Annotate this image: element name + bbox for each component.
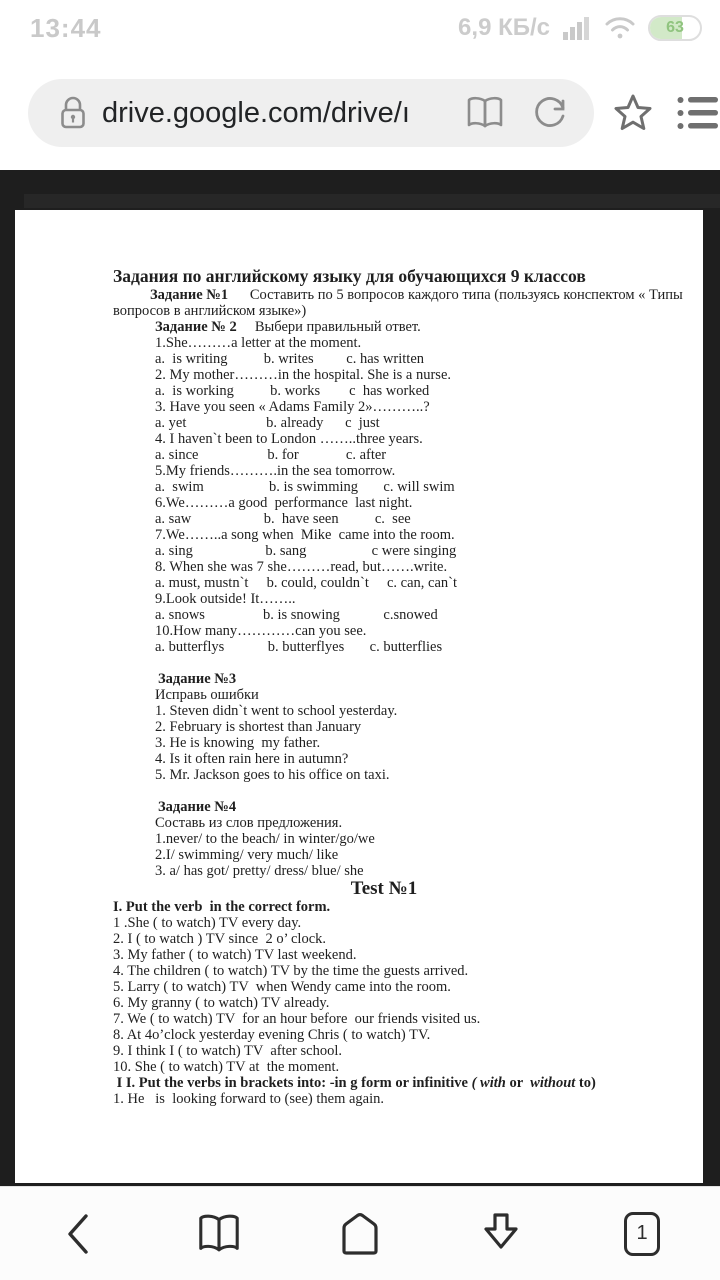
doc-line: Исправь ошибки bbox=[155, 687, 259, 703]
doc-line: a. snows b. is snowing c.snowed bbox=[155, 607, 438, 623]
doc-line: 1.never/ to the beach/ in winter/go/we bbox=[155, 831, 375, 847]
doc-line: вопросов в английском языке») bbox=[113, 303, 307, 319]
download-button[interactable] bbox=[478, 1211, 524, 1257]
document-page bbox=[15, 210, 703, 1183]
network-speed: 6,9 КБ/с bbox=[458, 14, 550, 41]
doc-line: a. sing b. sang c were singing bbox=[155, 543, 457, 559]
bookmark-list-icon[interactable] bbox=[676, 93, 720, 133]
back-button[interactable] bbox=[55, 1211, 101, 1257]
doc-line: 3. My father ( to watch) TV last weekend. bbox=[113, 947, 357, 963]
doc-line: 10. She ( to watch) TV at the moment. bbox=[113, 1059, 340, 1075]
document-viewer[interactable] bbox=[0, 170, 720, 1186]
clock: 13:44 bbox=[30, 12, 102, 43]
doc-line: 2. I ( to watch ) TV since 2 o’ clock. bbox=[113, 931, 327, 947]
doc-line: 3. Have you seen « Adams Family 2»………..? bbox=[155, 399, 430, 415]
toolbar-actions bbox=[612, 92, 720, 134]
doc-line: 6.We………a good performance last night. bbox=[155, 495, 413, 511]
doc-line: Задание № 2 Выбери правильный ответ. bbox=[155, 319, 421, 335]
doc-line: 4. I haven`t been to London ……..three years. bbox=[155, 431, 423, 447]
doc-line: 3. a/ has got/ pretty/ dress/ blue/ she bbox=[155, 863, 364, 879]
doc-line: Test №1 bbox=[350, 878, 418, 899]
doc-line: Задания по английскому языку для обучающихся 9 классов bbox=[113, 266, 586, 286]
tabs-icon bbox=[624, 1212, 660, 1256]
doc-line: 9.Look outside! It…….. bbox=[155, 591, 296, 607]
doc-line: Составь из слов предложения. bbox=[155, 815, 343, 831]
doc-line: 5. Larry ( to watch) TV when Wendy came into the room. bbox=[113, 979, 451, 995]
signal-strength-icon bbox=[562, 15, 592, 41]
doc-line: a. is writing b. writes c. has written bbox=[155, 351, 425, 367]
doc-line: 1 .She ( to watch) TV every day. bbox=[113, 915, 302, 931]
battery-icon bbox=[648, 15, 702, 41]
doc-line: a. swim b. is swimming c. will swim bbox=[155, 479, 455, 495]
doc-line: 4. The children ( to watch) TV by the time the guests arrived. bbox=[113, 963, 469, 979]
browser-toolbar bbox=[0, 56, 720, 170]
doc-line: 2. My mother………in the hospital. She is a nurse. bbox=[155, 367, 452, 383]
doc-line: 3. He is knowing my father. bbox=[155, 735, 321, 751]
doc-line: 8. At 4o’clock yesterday evening Chris ( to watch) TV. bbox=[113, 1027, 431, 1043]
tab-count: 1 bbox=[636, 1222, 648, 1244]
bookshelf-button[interactable] bbox=[196, 1211, 242, 1257]
doc-line: 6. My granny ( to watch) TV already. bbox=[113, 995, 330, 1011]
doc-line: 7.We……..a song when Mike came into the room. bbox=[155, 527, 455, 543]
lock-icon bbox=[58, 95, 88, 131]
doc-line: 7. We ( to watch) TV for an hour before our friends visited us. bbox=[113, 1011, 481, 1027]
doc-line: 9. I think I ( to watch) TV after school. bbox=[113, 1043, 342, 1059]
doc-line: a. butterflys b. butterflyes c. butterflies bbox=[155, 639, 443, 655]
doc-line: a. saw b. have seen c. see bbox=[155, 511, 411, 527]
doc-line bbox=[15, 783, 703, 799]
doc-line: I I. Put the verbs in brackets into: -in g form or infinitive ( with or without to) bbox=[113, 1075, 596, 1091]
doc-line: Задание №3 bbox=[158, 671, 237, 687]
doc-line: 1. Steven didn`t went to school yesterday. bbox=[155, 703, 398, 719]
page-top-edge bbox=[24, 194, 720, 208]
url-text[interactable]: drive.google.com/drive/ı bbox=[102, 96, 410, 129]
doc-line bbox=[15, 655, 703, 671]
status-icons bbox=[458, 14, 702, 42]
star-icon[interactable] bbox=[612, 92, 654, 134]
doc-line: Задание №1 Составить по 5 вопросов каждого типа (пользуясь конспектом « Типы bbox=[150, 287, 683, 303]
doc-line: 4. Is it often rain here in autumn? bbox=[155, 751, 349, 767]
refresh-icon[interactable] bbox=[532, 95, 568, 131]
doc-line: 5.My friends……….in the sea tomorrow. bbox=[155, 463, 396, 479]
doc-line: 1.She………a letter at the moment. bbox=[155, 335, 362, 351]
doc-line: 5. Mr. Jackson goes to his office on taxi. bbox=[155, 767, 390, 783]
document-content bbox=[15, 210, 703, 1107]
doc-line: a. since b. for c. after bbox=[155, 447, 387, 463]
reader-mode-icon[interactable] bbox=[466, 96, 504, 130]
doc-line: 2.I/ swimming/ very much/ like bbox=[155, 847, 339, 863]
doc-line: 10.How many…………can you see. bbox=[155, 623, 367, 639]
doc-line: 1. He is looking forward to (see) them again. bbox=[113, 1091, 384, 1107]
battery-percent: 63 bbox=[666, 19, 684, 36]
address-bar[interactable] bbox=[28, 79, 594, 147]
doc-line: 8. When she was 7 she………read, but…….write. bbox=[155, 559, 448, 575]
bottom-nav-bar bbox=[0, 1186, 720, 1280]
doc-line: a. is working b. works c has worked bbox=[155, 383, 430, 399]
doc-line: a. yet b. already c just bbox=[155, 415, 380, 431]
wifi-icon bbox=[604, 15, 636, 41]
doc-line: Задание №4 bbox=[158, 799, 237, 815]
doc-line: I. Put the verb in the correct form. bbox=[113, 899, 331, 915]
tabs-button[interactable] bbox=[619, 1211, 665, 1257]
doc-line: 2. February is shortest than January bbox=[155, 719, 362, 735]
home-button[interactable] bbox=[337, 1211, 383, 1257]
status-bar bbox=[0, 0, 720, 56]
doc-line: a. must, mustn`t b. could, couldn`t c. can, can`t bbox=[155, 575, 458, 591]
